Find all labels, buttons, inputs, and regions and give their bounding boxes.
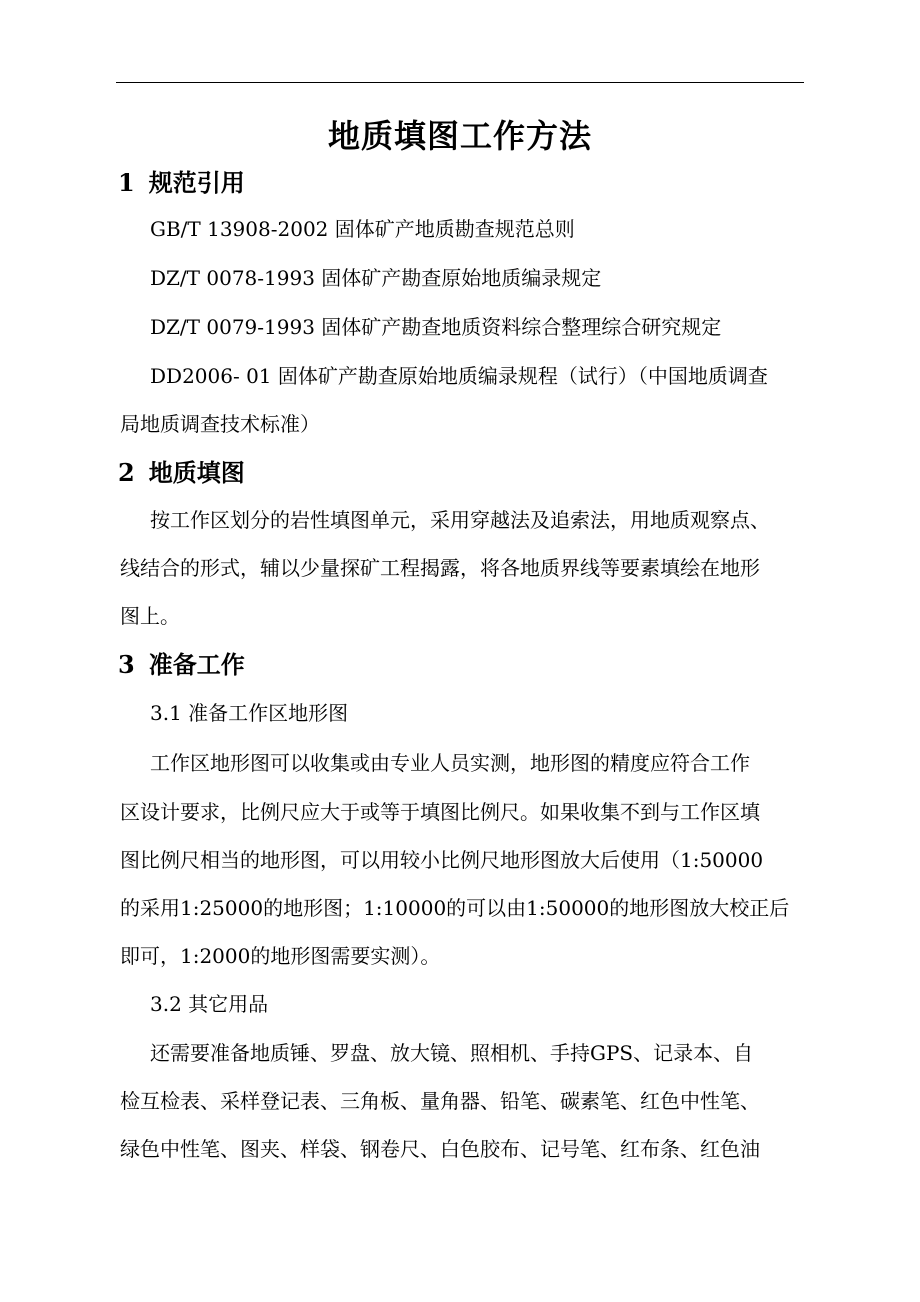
paragraph-line: 图上。 bbox=[120, 604, 180, 628]
subsection-3-2-title: 3.2 其它用品 bbox=[150, 992, 269, 1016]
standard-reference: GB/T 13908-2002 固体矿产地质勘查规范总则 bbox=[150, 217, 575, 241]
standard-reference-continued: 局地质调查技术标准） bbox=[120, 412, 320, 436]
paragraph-line: 的采用1:25000的地形图；1:10000的可以由1:50000的地形图放大校正后 bbox=[120, 896, 790, 920]
paragraph-line: 检互检表、采样登记表、三角板、量角器、铅笔、碳素笔、红色中性笔、 bbox=[120, 1089, 760, 1113]
section-3-heading bbox=[118, 648, 245, 682]
section-1-heading bbox=[118, 166, 245, 200]
section-title: 地质填图 bbox=[148, 458, 245, 487]
paragraph-line: 即可，1:2000的地形图需要实测）。 bbox=[120, 944, 441, 968]
paragraph-line: 图比例尺相当的地形图，可以用较小比例尺地形图放大后使用（1:50000 bbox=[120, 848, 764, 872]
section-2-heading bbox=[118, 456, 245, 490]
paragraph-line: 按工作区划分的岩性填图单元，采用穿越法及追索法，用地质观察点、 bbox=[150, 508, 770, 532]
standard-reference: DD2006- 01 固体矿产勘查原始地质编录规程（试行）（中国地质调查 bbox=[150, 364, 768, 388]
standard-reference: DZ/T 0078-1993 固体矿产勘查原始地质编录规定 bbox=[150, 266, 602, 290]
paragraph-line: 工作区地形图可以收集或由专业人员实测，地形图的精度应符合工作 bbox=[150, 751, 750, 775]
section-title: 规范引用 bbox=[148, 168, 245, 197]
section-number: 2 bbox=[118, 458, 135, 487]
paragraph-line: 区设计要求，比例尺应大于或等于填图比例尺。如果收集不到与工作区填 bbox=[120, 800, 760, 824]
subsection-3-1-title: 3.1 准备工作区地形图 bbox=[150, 701, 349, 725]
paragraph-line: 绿色中性笔、图夹、样袋、钢卷尺、白色胶布、记号笔、红布条、红色油 bbox=[120, 1137, 760, 1161]
section-number: 3 bbox=[118, 650, 135, 679]
header-rule bbox=[116, 82, 804, 83]
section-title: 准备工作 bbox=[148, 650, 245, 679]
standard-reference: DZ/T 0079-1993 固体矿产勘查地质资料综合整理综合研究规定 bbox=[150, 315, 722, 339]
document-title: 地质填图工作方法 bbox=[327, 117, 592, 155]
paragraph-line: 还需要准备地质锤、罗盘、放大镜、照相机、手持GPS、记录本、自 bbox=[150, 1041, 754, 1065]
section-number: 1 bbox=[118, 168, 135, 197]
paragraph-line: 线结合的形式，辅以少量探矿工程揭露，将各地质界线等要素填绘在地形 bbox=[120, 556, 760, 580]
